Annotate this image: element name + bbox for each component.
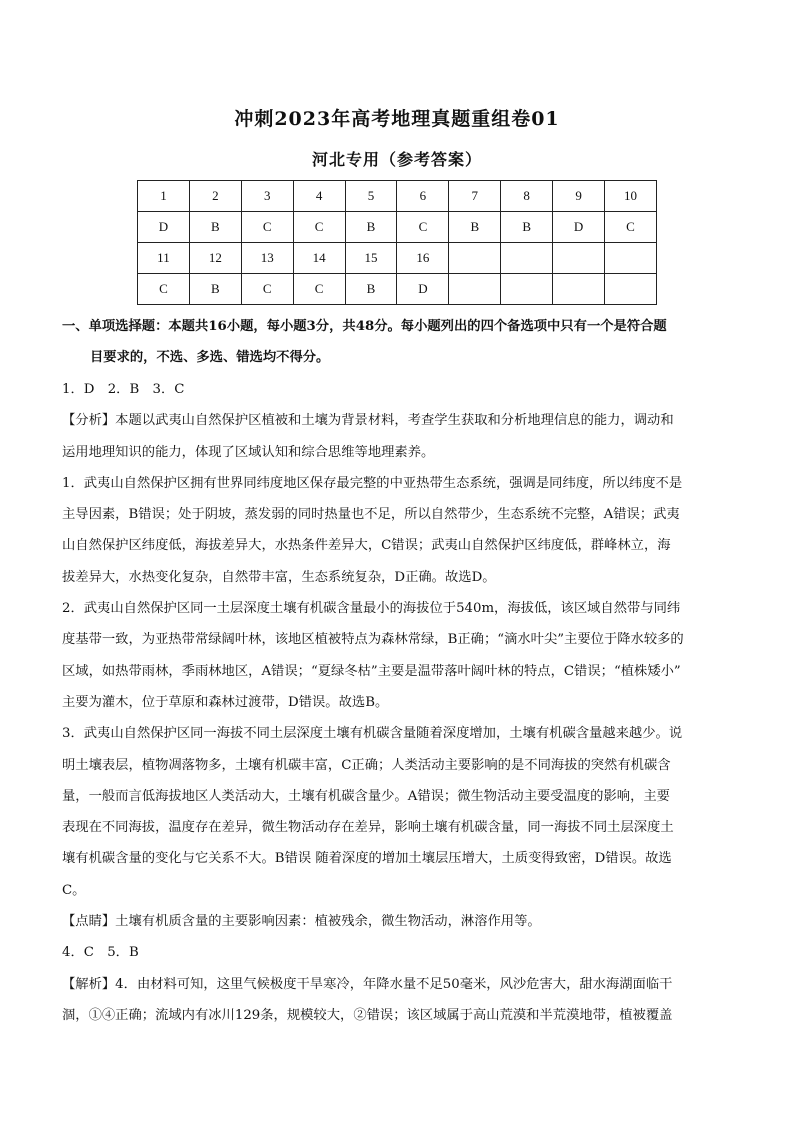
text-line: 3．武夷山自然保护区同一海拔不同土层深度土壤有机碳含量随着深度增加，土壤有机碳含量越来越少。说	[62, 726, 683, 742]
question-number-cell	[501, 243, 553, 274]
answer-cell: C	[293, 212, 345, 243]
page-subtitle: 河北专用（参考答案）	[311, 150, 482, 169]
answer-cell: B	[189, 274, 241, 305]
question-number-cell: 1	[138, 181, 190, 212]
question-number-cell: 12	[189, 243, 241, 274]
answer-cell: D	[138, 212, 190, 243]
question-number-cell: 3	[241, 181, 293, 212]
answer-cell: C	[605, 212, 657, 243]
question-number-cell	[449, 243, 501, 274]
answer-table-row	[138, 181, 657, 212]
answer-table-row	[138, 243, 657, 274]
answer-cell: C	[138, 274, 190, 305]
answer-cell	[553, 274, 605, 305]
text-line: C。	[62, 882, 86, 898]
text-line: 【解析】4．由材料可知，这里气候极度干旱寒冷，年降水量不足50毫米，风沙危害大，甜水海湖面临干	[62, 976, 673, 992]
answer-table	[137, 180, 657, 305]
text-line: 区域，如热带雨林，季雨林地区，A错误；“夏绿冬枯”主要是温带落叶阔叶林的特点，C错误；“植株矮小”	[62, 663, 681, 679]
section-heading	[62, 311, 734, 374]
text-line: 4．C 5．B	[62, 945, 139, 961]
answer-explanations	[62, 374, 734, 1031]
question-number-cell: 5	[345, 181, 397, 212]
page-title: 冲刺2023年高考地理真题重组卷01	[234, 108, 560, 130]
question-number-cell	[553, 243, 605, 274]
question-number-cell: 4	[293, 181, 345, 212]
answer-table-row	[138, 274, 657, 305]
question-number-cell: 9	[553, 181, 605, 212]
question-number-cell: 7	[449, 181, 501, 212]
answer-cell: C	[241, 274, 293, 305]
answer-table-row	[138, 212, 657, 243]
text-line: 1．D 2．B 3．C	[62, 382, 185, 397]
text-line: 主导因素，B错误；处于阴坡，蒸发弱的同时热量也不足，所以自然带少，生态系统不完整，A错误；武夷	[62, 507, 680, 523]
answer-cell	[605, 274, 657, 305]
text-line: 涸，①④正确；流域内有冰川129条，规模较大，②错误；该区域属于高山荒漠和半荒漠地带，植被覆盖	[62, 1007, 673, 1023]
answer-cell: C	[241, 212, 293, 243]
question-number-cell: 15	[345, 243, 397, 274]
text-line: 1．武夷山自然保护区拥有世界同纬度地区保存最完整的中亚热带生态系统，强调是同纬度，所以纬度不是	[62, 475, 683, 491]
answer-cell: B	[345, 274, 397, 305]
text-line: 【分析】本题以武夷山自然保护区植被和土壤为背景材料，考查学生获取和分析地理信息的能力，调动和	[62, 413, 674, 429]
question-number-cell: 2	[189, 181, 241, 212]
question-number-cell	[605, 243, 657, 274]
text-line: 明土壤表层，植物凋落物多，土壤有机碳丰富，C正确；人类活动主要影响的是不同海拔的突然有机碳含	[62, 757, 671, 773]
question-number-cell: 13	[241, 243, 293, 274]
answer-cell: D	[553, 212, 605, 243]
text-line: 2．武夷山自然保护区同一土层深度土壤有机碳含量最小的海拔位于540m，海拔低，该区域自然带与同纬	[62, 601, 681, 617]
question-number-cell: 14	[293, 243, 345, 274]
answer-cell: B	[189, 212, 241, 243]
question-number-cell: 11	[138, 243, 190, 274]
answer-cell: D	[397, 274, 449, 305]
section-heading-line-2: 目要求的，不选、多选、错选均不得分。	[90, 350, 330, 366]
answer-cell: B	[501, 212, 553, 243]
text-line: 壤有机碳含量的变化与它关系不大。B错误 随着深度的增加土壤层压增大，土质变得致密，D错误。故选	[62, 851, 672, 867]
question-number-cell: 16	[397, 243, 449, 274]
answer-cell: C	[397, 212, 449, 243]
text-line: 主要为灌木，位于草原和森林过渡带，D错误。故选B。	[62, 694, 389, 710]
answer-cell	[501, 274, 553, 305]
question-number-cell: 10	[605, 181, 657, 212]
text-line: 表现在不同海拔，温度存在差异，微生物活动存在差异，影响土壤有机碳含量，同一海拔不同土层深度土	[62, 820, 674, 836]
text-line: 【点睛】土壤有机质含量的主要影响因素：植被残余，微生物活动，淋溶作用等。	[62, 914, 541, 930]
section-heading-line-1: 一、单项选择题：本题共16小题，每小题3分，共48分。每小题列出的四个备选项中只有一个是符合题	[62, 319, 667, 334]
question-number-cell: 8	[501, 181, 553, 212]
answer-cell	[449, 274, 501, 305]
text-line: 运用地理知识的能力，体现了区域认知和综合思维等地理素养。	[62, 444, 435, 460]
answer-cell: B	[449, 212, 501, 243]
text-line: 拔差异大，水热变化复杂，自然带丰富，生态系统复杂，D正确。故选D。	[62, 569, 496, 585]
text-line: 度基带一致，为亚热带常绿阔叶林，该地区植被特点为森林常绿，B正确；“滴水叶尖”主要位于降水较多的	[62, 632, 684, 648]
text-line: 量，一般而言低海拔地区人类活动大，土壤有机碳含量少。A错误；微生物活动主要受温度的影响，主要	[62, 788, 670, 804]
answer-cell: B	[345, 212, 397, 243]
text-line: 山自然保护区纬度低，海拔差异大，水热条件差异大，C错误；武夷山自然保护区纬度低，群峰林立，海	[62, 538, 671, 554]
answer-cell: C	[293, 274, 345, 305]
question-number-cell: 6	[397, 181, 449, 212]
